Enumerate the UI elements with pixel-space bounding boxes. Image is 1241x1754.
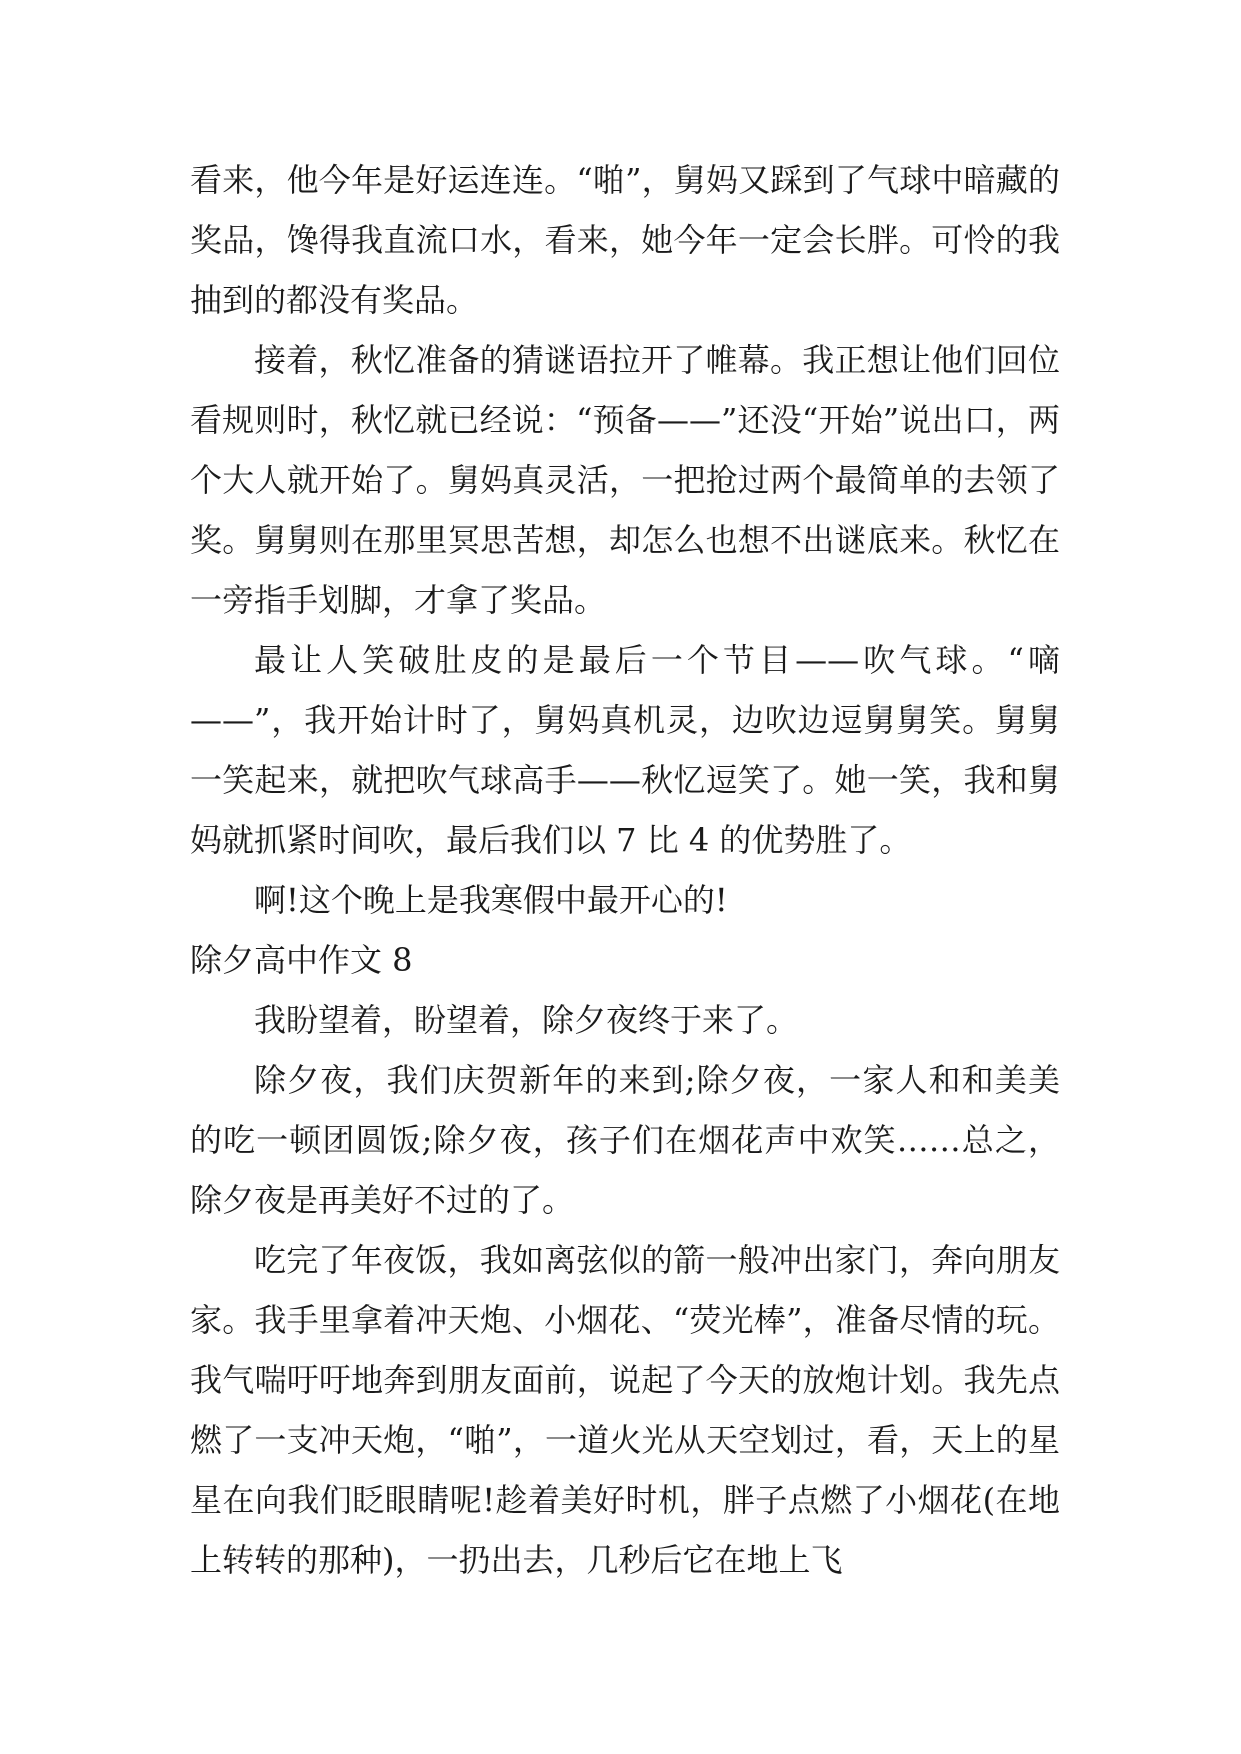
- paragraph-7: 吃完了年夜饭，我如离弦似的箭一般冲出家门，奔向朋友家。我手里拿着冲天炮、小烟花、“荧光棒”，准备尽情的玩。我气喘吁吁地奔到朋友面前，说起了今天的放炮计划。我先点燃了一支冲天炮，“啪”，一道火光从天空划过，看，天上的星星在向我们眨眼睛呢!趁着美好时机，胖子点燃了小烟花(在地上转转的那种)，一扔出去，几秒后它在地上飞: [190, 1241, 1060, 1579]
- paragraph-3: 最让人笑破肚皮的是最后一个节目——吹气球。“嘀——”，我开始计时了，舅妈真机灵，边吹边逗舅舅笑。舅舅一笑起来，就把吹气球高手——秋忆逗笑了。她一笑，我和舅妈就抓紧时间吹，最后我们以 7 比 4 的优势胜了。: [190, 641, 1060, 859]
- paragraph-5: 我盼望着，盼望着，除夕夜终于来了。: [254, 1001, 799, 1039]
- paragraph-4: 啊!这个晚上是我寒假中最开心的!: [254, 881, 728, 919]
- paragraph-1: 看来，他今年是好运连连。“啪”，舅妈又踩到了气球中暗藏的奖品，馋得我直流口水，看来，她今年一定会长胖。可怜的我抽到的都没有奖品。: [190, 161, 1060, 319]
- paragraph-6: 除夕夜，我们庆贺新年的来到;除夕夜，一家人和和美美的吃一顿团圆饭;除夕夜，孩子们在烟花声中欢笑……总之，除夕夜是再美好不过的了。: [190, 1061, 1060, 1219]
- section-heading: 除夕高中作文 8: [190, 941, 413, 979]
- document-page: [190, 150, 1060, 1590]
- paragraph-2: 接着，秋忆准备的猜谜语拉开了帷幕。我正想让他们回位看规则时，秋忆就已经说：“预备——”还没“开始”说出口，两个大人就开始了。舅妈真灵活，一把抢过两个最简单的去领了奖。舅舅则在那里冥思苦想，却怎么也想不出谜底来。秋忆在一旁指手划脚，才拿了奖品。: [190, 341, 1060, 619]
